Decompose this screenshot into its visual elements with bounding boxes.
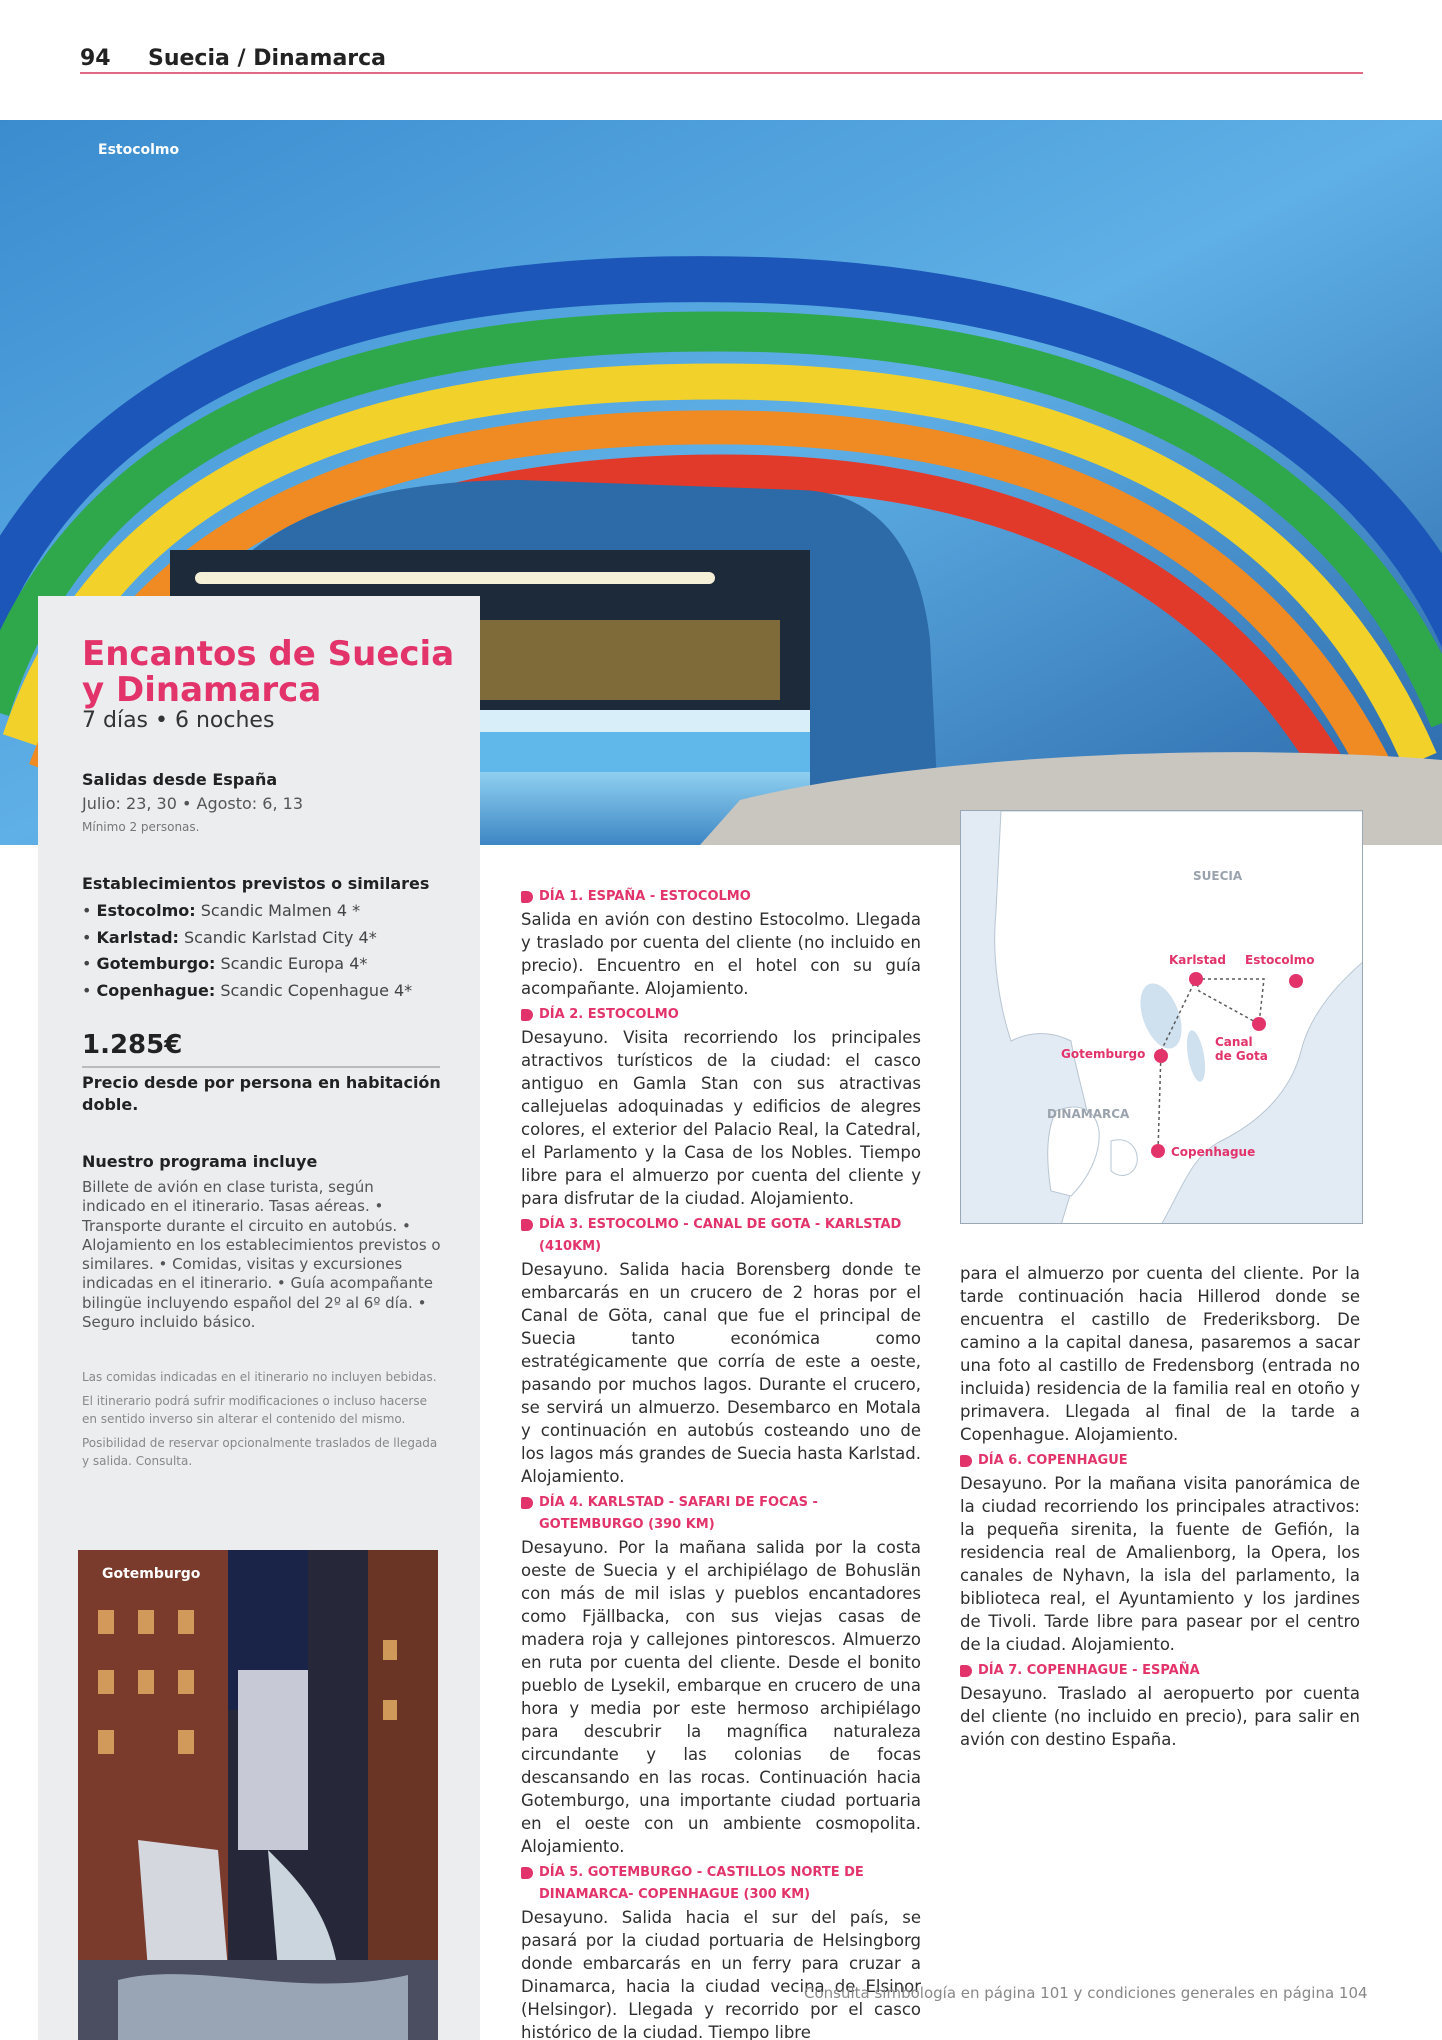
day-heading: DÍA 6. COPENHAGUE xyxy=(960,1450,1360,1472)
departures-minimum: Mínimo 2 personas. xyxy=(82,820,200,834)
map-label-estocolmo: Estocolmo xyxy=(1245,953,1315,967)
route-map xyxy=(960,810,1363,1224)
bullet-marker-icon xyxy=(521,1219,533,1231)
map-label-copenhague: Copenhague xyxy=(1171,1145,1256,1159)
hero-caption: Estocolmo xyxy=(98,142,180,158)
map-label-karlstad: Karlstad xyxy=(1169,953,1226,967)
day-heading: DÍA 3. ESTOCOLMO - CANAL DE GOTA - KARLSTAD (410KM) xyxy=(521,1214,921,1258)
page-section-title: Suecia / Dinamarca xyxy=(148,46,387,71)
bullet-marker-icon xyxy=(521,1867,533,1879)
hotel-item: • Copenhague: Scandic Copenhague 4* xyxy=(82,980,413,1000)
bullet-marker-icon xyxy=(521,1009,533,1021)
notes xyxy=(82,1368,442,1476)
map-label-gotemburgo: Gotemburgo xyxy=(1061,1047,1146,1061)
itinerary-column-2 xyxy=(960,1262,1360,1753)
day-text: Desayuno. Por la mañana salida por la costa oeste de Suecia y el archipiélago de Bohuslän con más de mil islas y pueblos encantadores como Fjällbacka, con sus viejas casas de madera roja y callejones pintorescos. Almuerzo en ruta por cuenta del cliente. Desde el bonito pueblo de Lysekil, embarque en crucero de una hora y media por este hermoso archipiélago para descubrir la magnífica naturaleza circundante y las colonias de focas descansando en las rocas. Continuación hacia Gotemburgo, una importante ciudad portuaria en el oeste con un ambiente cosmopolita. Alojamiento. xyxy=(521,1538,921,1856)
tour-title: Encantos de Suecia y Dinamarca xyxy=(82,634,455,710)
bullet-marker-icon xyxy=(521,891,533,903)
day-text: Desayuno. Por la mañana visita panorámica de la ciudad recorriendo los principales atractivos: la pequeña sirenita, la fuente de Gefión, la residencia real de Amalienborg, la Opera, los canales de Nyhavn, la isla del parlamento, la biblioteca real, el Ayuntamiento y los jardines de Tivoli. Tarde libre para pasear por el centro de la ciudad. Alojamiento. xyxy=(960,1474,1360,1654)
page-header xyxy=(80,44,1363,74)
footer-note: Consulta simbología en página 101 y condiciones generales en página 104 xyxy=(804,1984,1368,2002)
includes-body: Billete de avión en clase turista, según indicado en el itinerario. Tasas aéreas. • Transporte durante el circuito en autobús. • Alojamiento en los establecimientos previstos o similares. • Comidas, visitas y excursiones indicadas en el itinerario. • Guía acompañante bilingüe incluyendo español del 2º al 6º día. • Seguro incluido básico. xyxy=(82,1178,441,1332)
page-number: 94 xyxy=(80,46,111,71)
day-heading: DÍA 2. ESTOCOLMO xyxy=(521,1004,921,1026)
gothenburg-photo xyxy=(78,1550,438,2040)
day-text: Salida en avión con destino Estocolmo. Llegada y traslado por cuenta del cliente (no incluido en precio). Encuentro en el hotel con su guía acompañante. Alojamiento. xyxy=(521,910,921,998)
route-map-drawing xyxy=(961,811,1363,1224)
includes-heading: Nuestro programa incluye xyxy=(82,1152,318,1171)
day-heading: DÍA 1. ESPAÑA - ESTOCOLMO xyxy=(521,886,921,908)
tour-price: 1.285€ xyxy=(82,1030,183,1060)
day-text: Desayuno. Salida hacia el sur del país, se pasará por la ciudad portuaria de Helsingborg donde embarcarás en un ferry para cruzar a Dinamarca, hacia la ciudad vecina de Elsinor (Helsingor). Llegada y recorrido por el casco histórico de la ciudad. Tiempo libre xyxy=(521,1908,921,2040)
day-text: Desayuno. Traslado al aeropuerto por cuenta del cliente (no incluido en precio), para salir en avión con destino España. xyxy=(960,1684,1360,1749)
hotel-item: • Karlstad: Scandic Karlstad City 4* xyxy=(82,927,377,947)
day-text: Desayuno. Salida hacia Borensberg donde te embarcarás en un crucero de 2 horas por el Canal de Göta, canal que fue el principal de Suecia tanto económica como estratégicamente que corría de este a oeste, pasando por muchos lagos. Durante el crucero, se servirá un almuerzo. Desembarco en Motala y continuación en autobús costeando uno de los lagos más grandes de Suecia hasta Karlstad. Alojamiento. xyxy=(521,1260,921,1486)
note-item: El itinerario podrá sufrir modificaciones o incluso hacerse en sentido inverso sin alterar el contenido del mismo. xyxy=(82,1394,427,1426)
tour-duration: 7 días • 6 noches xyxy=(82,708,275,733)
day-text: Desayuno. Visita recorriendo los principales atractivos turísticos de la ciudad: el casco antiguo en Gamla Stan con sus atractivas callejuelas adoquinadas y edificios de alegres colores, el exterior del Palacio Real, la Catedral, el Parlamento y la Casa de los Nobles. Tiempo libre para el almuerzo por cuenta del cliente y para disfrutar de la ciudad. Alojamiento. xyxy=(521,1028,921,1208)
itinerary-column-1 xyxy=(521,882,921,2040)
day-heading: DÍA 5. GOTEMBURGO - CASTILLOS NORTE DE DINAMARCA- COPENHAGUE (300 KM) xyxy=(521,1862,921,1906)
hotels-list xyxy=(82,898,412,1004)
day-heading: DÍA 4. KARLSTAD - SAFARI DE FOCAS - GOTEMBURGO (390 KM) xyxy=(521,1492,921,1536)
departures-dates: Julio: 23, 30 • Agosto: 6, 13 xyxy=(82,794,303,813)
bullet-marker-icon xyxy=(960,1455,972,1467)
map-label-canal: Canal de Gota xyxy=(1215,1035,1268,1063)
day-text-continuation: para el almuerzo por cuenta del cliente. Por la tarde continuación hacia Hillerod donde se encuentra el castillo de Frederiksborg. De camino a la capital danesa, pasaremos a sacar una foto al castillo de Fredensborg (entrada no incluida) residencia de la familia real en otoño y primavera. Llegada al final de la tarde a Copenhague. Alojamiento. xyxy=(960,1264,1360,1444)
gothenburg-illustration xyxy=(78,1550,438,2040)
bullet-marker-icon xyxy=(521,1497,533,1509)
note-item: Posibilidad de reservar opcionalmente traslados de llegada y salida. Consulta. xyxy=(82,1436,438,1468)
hotel-item: • Estocolmo: Scandic Malmen 4 * xyxy=(82,901,361,920)
hotels-heading: Establecimientos previstos o similares xyxy=(82,874,430,893)
map-label-suecia: SUECIA xyxy=(1193,869,1243,883)
hotel-item: • Gotemburgo: Scandic Europa 4* xyxy=(82,954,368,973)
tour-info-panel xyxy=(38,596,480,2040)
price-divider xyxy=(82,1066,440,1068)
map-label-dinamarca: DINAMARCA xyxy=(1047,1107,1130,1121)
day-heading: DÍA 7. COPENHAGUE - ESPAÑA xyxy=(960,1660,1360,1682)
bullet-marker-icon xyxy=(960,1665,972,1677)
price-note: Precio desde por persona en habitación doble. xyxy=(82,1073,441,1114)
gothenburg-caption: Gotemburgo xyxy=(102,1566,201,1582)
departures-heading: Salidas desde España xyxy=(82,770,278,789)
note-item: Las comidas indicadas en el itinerario no incluyen bebidas. xyxy=(82,1370,437,1384)
